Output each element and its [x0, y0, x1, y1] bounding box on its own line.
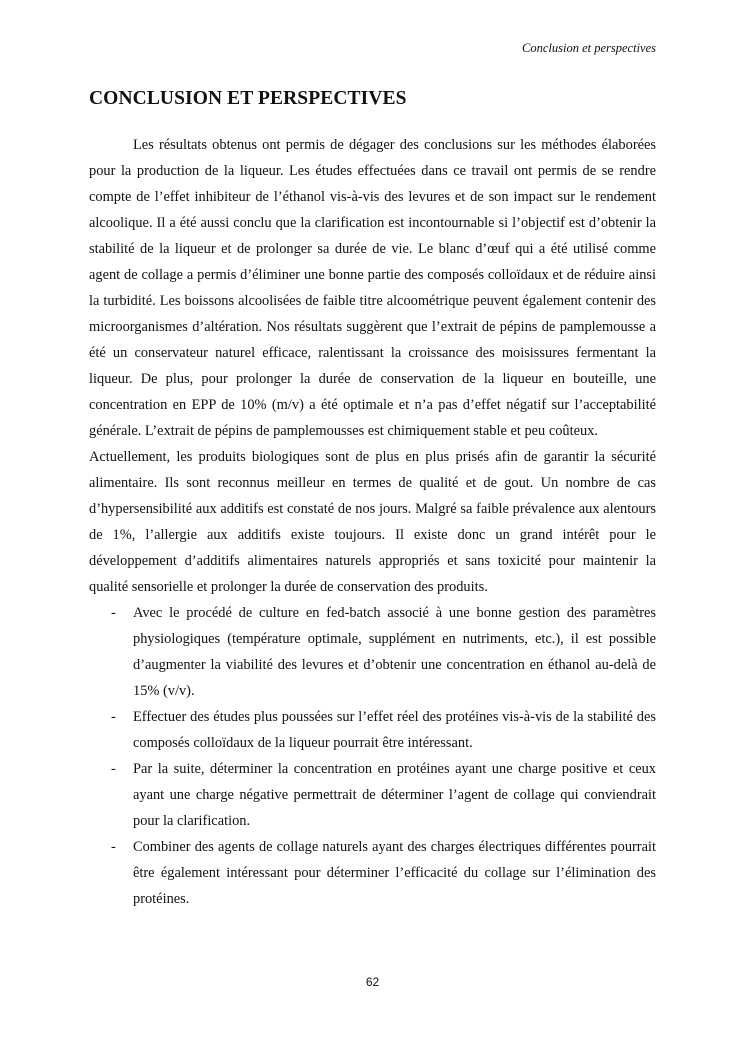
bullet-marker: - [111, 761, 116, 777]
list-item-text: Avec le procédé de culture en fed-batch associé à une bonne gestion des paramètres physiologiques (température optimale, supplément en nutriments, etc.), il est possible d’augmenter la viabilité des levures et d’obtenir une concentration en éthanol au-delà de 15% (v/v). [133, 605, 656, 699]
list-item [89, 704, 656, 756]
list-item [89, 834, 656, 912]
bullet-marker: - [111, 605, 116, 621]
list-item-text: Par la suite, déterminer la concentration en protéines ayant une charge positive et ceux ayant une charge négative permettrait de déterminer l’agent de collage qui conviendrait pour la clarification. [133, 761, 656, 829]
perspectives-list [89, 600, 656, 912]
page-title: CONCLUSION ET PERSPECTIVES [89, 88, 407, 109]
running-header: Conclusion et perspectives [522, 41, 656, 55]
list-item-text: Combiner des agents de collage naturels ayant des charges électriques différentes pourrait être également intéressant pour déterminer l’efficacité du collage sur l’élimination des protéines. [133, 839, 656, 907]
paragraph-context: Actuellement, les produits biologiques sont de plus en plus prisés afin de garantir la sécurité alimentaire. Ils sont reconnus meilleur en termes de qualité et de gout. Un nombre de cas d’hypersensibilité aux additifs est constaté de nos jours. Malgré sa faible prévalence aux alentours de 1%, l’allergie aux additifs existe toujours. Il existe donc un grand intérêt pour le développement d’additifs alimentaires naturels appropriés et sans toxicité pour maintenir la qualité sensorielle et prolonger la durée de conservation des produits. [89, 449, 656, 595]
bullet-marker: - [111, 839, 116, 855]
list-item [89, 756, 656, 834]
list-item-text: Effectuer des études plus poussées sur l’effet réel des protéines vis-à-vis de la stabilité des composés colloïdaux de la liqueur pourrait être intéressant. [133, 709, 656, 751]
bullet-marker: - [111, 709, 116, 725]
page-number: 62 [365, 975, 380, 989]
page-body [89, 132, 656, 912]
paragraph-conclusion: Les résultats obtenus ont permis de dégager des conclusions sur les méthodes élaborées pour la production de la liqueur. Les études effectuées dans ce travail ont permis de se rendre compte de l’effet inhibiteur de l’éthanol vis-à-vis des levures et de son impact sur le rendement alcoolique. Il a été aussi conclu que la clarification est incontournable si l’objectif est d’obtenir la stabilité de la liqueur et de prolonger sa durée de vie. Le blanc d’œuf qui a été utilisé comme agent de collage a permis d’éliminer une bonne partie des composés colloïdaux et de réduire ainsi la turbidité. Les boissons alcoolisées de faible titre alcoométrique peuvent également contenir des microorganismes d’altération. Nos résultats suggèrent que l’extrait de pépins de pamplemousse a été un conservateur naturel efficace, ralentissant la croissance des moisissures fermentant la liqueur. De plus, pour prolonger la durée de conservation de la liqueur en bouteille, une concentration en EPP de 10% (m/v) a été optimale et n’a pas d’effet négatif sur l’acceptabilité générale. L’extrait de pépins de pamplemousses est chimiquement stable et peu coûteux. [89, 137, 656, 439]
list-item [89, 600, 656, 704]
